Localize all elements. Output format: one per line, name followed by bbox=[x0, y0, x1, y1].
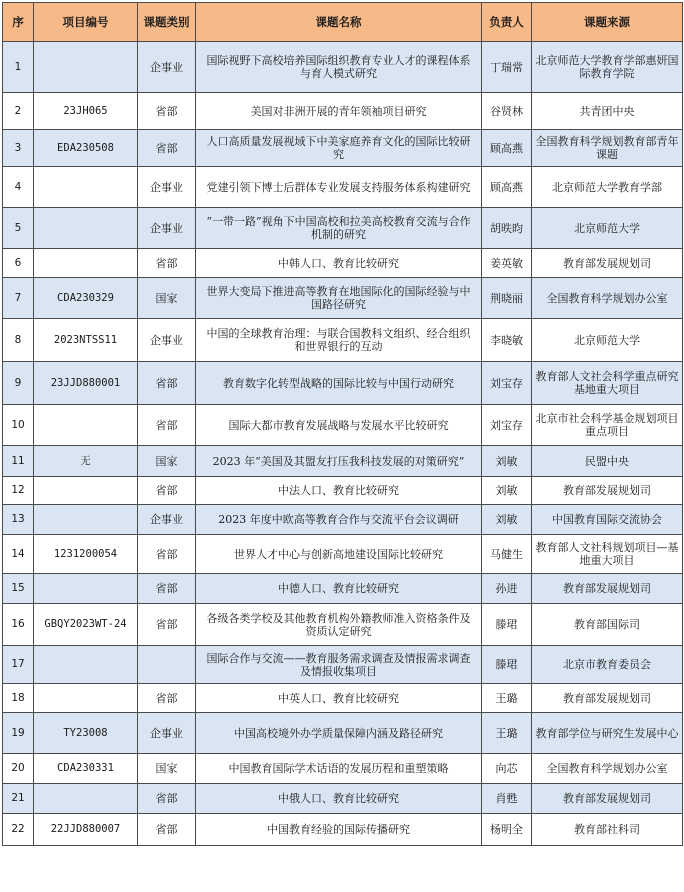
project-code: 23JJD880001 bbox=[34, 362, 138, 405]
project-source: 教育部发展规划司 bbox=[532, 784, 683, 814]
project-source: 教育部发展规划司 bbox=[532, 477, 683, 505]
lead-person: 向芯 bbox=[482, 754, 532, 784]
project-code bbox=[34, 784, 138, 814]
project-source: 北京师范大学 bbox=[532, 319, 683, 362]
table-row bbox=[3, 574, 683, 604]
project-source: 教育部社科司 bbox=[532, 814, 683, 846]
row-index: 13 bbox=[3, 505, 34, 535]
row-index: 21 bbox=[3, 784, 34, 814]
project-title: 2023 年度中欧高等教育合作与交流平台会议调研 bbox=[196, 505, 482, 535]
table-row bbox=[3, 278, 683, 319]
project-code bbox=[34, 574, 138, 604]
table-row bbox=[3, 167, 683, 208]
category: 企事业 bbox=[138, 505, 196, 535]
project-title: “一带一路”视角下中国高校和拉美高校教育交流与合作机制的研究 bbox=[196, 208, 482, 249]
category: 企事业 bbox=[138, 208, 196, 249]
row-index: 15 bbox=[3, 574, 34, 604]
header-row bbox=[3, 3, 683, 42]
header-title: 课题名称 bbox=[196, 3, 482, 42]
category: 企事业 bbox=[138, 167, 196, 208]
category: 省部 bbox=[138, 130, 196, 167]
table-row bbox=[3, 319, 683, 362]
table-row bbox=[3, 684, 683, 713]
row-index: 12 bbox=[3, 477, 34, 505]
project-title: 党建引领下博士后群体专业发展支持服务体系构建研究 bbox=[196, 167, 482, 208]
header-project-code: 项目编号 bbox=[34, 3, 138, 42]
lead-person: 胡昳昀 bbox=[482, 208, 532, 249]
row-index: 16 bbox=[3, 604, 34, 646]
table-row bbox=[3, 713, 683, 754]
row-index: 18 bbox=[3, 684, 34, 713]
project-title: 中韩人口、教育比较研究 bbox=[196, 249, 482, 278]
project-code: 22JJD880007 bbox=[34, 814, 138, 846]
project-title: 世界人才中心与创新高地建设国际比较研究 bbox=[196, 535, 482, 574]
lead-person: 丁瑞常 bbox=[482, 42, 532, 93]
row-index: 7 bbox=[3, 278, 34, 319]
project-source: 全国教育科学规划教育部青年课题 bbox=[532, 130, 683, 167]
row-index: 3 bbox=[3, 130, 34, 167]
table-row bbox=[3, 42, 683, 93]
table-row bbox=[3, 93, 683, 130]
project-title: 2023 年“美国及其盟友打压我科技发展的对策研究” bbox=[196, 446, 482, 477]
category: 企事业 bbox=[138, 319, 196, 362]
project-source: 共青团中央 bbox=[532, 93, 683, 130]
lead-person: 刘宝存 bbox=[482, 362, 532, 405]
project-source: 教育部发展规划司 bbox=[532, 684, 683, 713]
project-source: 教育部学位与研究生发展中心 bbox=[532, 713, 683, 754]
category: 省部 bbox=[138, 477, 196, 505]
lead-person: 顾高燕 bbox=[482, 167, 532, 208]
project-code bbox=[34, 167, 138, 208]
project-code bbox=[34, 477, 138, 505]
project-title: 国际合作与交流——教育服务需求调查及情报需求调查及情报收集项目 bbox=[196, 646, 482, 684]
project-code: TY23008 bbox=[34, 713, 138, 754]
project-code: 2023NTSS11 bbox=[34, 319, 138, 362]
project-source: 中国教育国际交流协会 bbox=[532, 505, 683, 535]
lead-person: 李晓敏 bbox=[482, 319, 532, 362]
project-source: 教育部人文社会科学重点研究基地重大项目 bbox=[532, 362, 683, 405]
project-title: 国际视野下高校培养国际组织教育专业人才的课程体系与育人模式研究 bbox=[196, 42, 482, 93]
lead-person: 顾高燕 bbox=[482, 130, 532, 167]
lead-person: 王璐 bbox=[482, 684, 532, 713]
category: 国家 bbox=[138, 446, 196, 477]
category: 省部 bbox=[138, 249, 196, 278]
project-source: 教育部发展规划司 bbox=[532, 249, 683, 278]
category: 国家 bbox=[138, 754, 196, 784]
row-index: 10 bbox=[3, 405, 34, 446]
project-source: 北京师范大学教育学部 bbox=[532, 167, 683, 208]
lead-person: 滕珺 bbox=[482, 646, 532, 684]
project-code: EDA230508 bbox=[34, 130, 138, 167]
project-title: 中英人口、教育比较研究 bbox=[196, 684, 482, 713]
project-title: 中法人口、教育比较研究 bbox=[196, 477, 482, 505]
project-source: 全国教育科学规划办公室 bbox=[532, 278, 683, 319]
project-source: 北京市社会科学基金规划项目重点项目 bbox=[532, 405, 683, 446]
table-row bbox=[3, 604, 683, 646]
project-code bbox=[34, 208, 138, 249]
table-row bbox=[3, 754, 683, 784]
project-code bbox=[34, 249, 138, 278]
project-source: 北京市教育委员会 bbox=[532, 646, 683, 684]
header-lead: 负责人 bbox=[482, 3, 532, 42]
project-source: 北京师范大学 bbox=[532, 208, 683, 249]
lead-person: 肖甦 bbox=[482, 784, 532, 814]
project-code bbox=[34, 684, 138, 713]
project-source: 教育部国际司 bbox=[532, 604, 683, 646]
category: 企事业 bbox=[138, 713, 196, 754]
row-index: 2 bbox=[3, 93, 34, 130]
header-source: 课题来源 bbox=[532, 3, 683, 42]
category: 省部 bbox=[138, 405, 196, 446]
projects-table bbox=[2, 2, 683, 846]
project-source: 北京师范大学教育学部惠妍国际教育学院 bbox=[532, 42, 683, 93]
category: 省部 bbox=[138, 93, 196, 130]
project-code bbox=[34, 405, 138, 446]
lead-person: 杨明全 bbox=[482, 814, 532, 846]
category: 省部 bbox=[138, 604, 196, 646]
row-index: 11 bbox=[3, 446, 34, 477]
lead-person: 马健生 bbox=[482, 535, 532, 574]
project-code bbox=[34, 42, 138, 93]
table-row bbox=[3, 446, 683, 477]
project-source: 民盟中央 bbox=[532, 446, 683, 477]
project-title: 教育数字化转型战略的国际比较与中国行动研究 bbox=[196, 362, 482, 405]
project-title: 中国教育经验的国际传播研究 bbox=[196, 814, 482, 846]
project-source: 全国教育科学规划办公室 bbox=[532, 754, 683, 784]
category bbox=[138, 646, 196, 684]
table-row bbox=[3, 477, 683, 505]
lead-person: 王璐 bbox=[482, 713, 532, 754]
lead-person: 刘敏 bbox=[482, 505, 532, 535]
category: 省部 bbox=[138, 574, 196, 604]
table-row bbox=[3, 505, 683, 535]
row-index: 9 bbox=[3, 362, 34, 405]
table-row bbox=[3, 130, 683, 167]
row-index: 5 bbox=[3, 208, 34, 249]
project-title: 国际大都市教育发展战略与发展水平比较研究 bbox=[196, 405, 482, 446]
lead-person: 荆晓丽 bbox=[482, 278, 532, 319]
lead-person: 刘宝存 bbox=[482, 405, 532, 446]
project-title: 中国高校境外办学质量保障内涵及路径研究 bbox=[196, 713, 482, 754]
table-row bbox=[3, 646, 683, 684]
project-title: 中国的全球教育治理：与联合国教科文组织、经合组织和世界银行的互动 bbox=[196, 319, 482, 362]
row-index: 4 bbox=[3, 167, 34, 208]
category: 省部 bbox=[138, 362, 196, 405]
lead-person: 姜英敏 bbox=[482, 249, 532, 278]
row-index: 1 bbox=[3, 42, 34, 93]
header-category: 课题类别 bbox=[138, 3, 196, 42]
category: 省部 bbox=[138, 684, 196, 713]
lead-person: 谷贤林 bbox=[482, 93, 532, 130]
project-title: 各级各类学校及其他教育机构外籍教师准入资格条件及资质认定研究 bbox=[196, 604, 482, 646]
category: 省部 bbox=[138, 814, 196, 846]
table-row bbox=[3, 784, 683, 814]
project-title: 中俄人口、教育比较研究 bbox=[196, 784, 482, 814]
project-code: GBQY2023WT-24 bbox=[34, 604, 138, 646]
row-index: 8 bbox=[3, 319, 34, 362]
project-code: 1231200054 bbox=[34, 535, 138, 574]
project-code bbox=[34, 646, 138, 684]
project-source: 教育部发展规划司 bbox=[532, 574, 683, 604]
row-index: 6 bbox=[3, 249, 34, 278]
table-row bbox=[3, 535, 683, 574]
row-index: 14 bbox=[3, 535, 34, 574]
project-title: 中德人口、教育比较研究 bbox=[196, 574, 482, 604]
category: 国家 bbox=[138, 278, 196, 319]
project-code: CDA230331 bbox=[34, 754, 138, 784]
project-title: 人口高质量发展视域下中美家庭养育文化的国际比较研究 bbox=[196, 130, 482, 167]
category: 企事业 bbox=[138, 42, 196, 93]
row-index: 17 bbox=[3, 646, 34, 684]
lead-person: 刘敏 bbox=[482, 446, 532, 477]
project-title: 中国教育国际学术话语的发展历程和重塑策略 bbox=[196, 754, 482, 784]
project-source: 教育部人文社科规划项目—基地重大项目 bbox=[532, 535, 683, 574]
project-code: 23JH065 bbox=[34, 93, 138, 130]
lead-person: 刘敏 bbox=[482, 477, 532, 505]
row-index: 19 bbox=[3, 713, 34, 754]
project-title: 世界大变局下推进高等教育在地国际化的国际经验与中国路径研究 bbox=[196, 278, 482, 319]
lead-person: 孙进 bbox=[482, 574, 532, 604]
table-row bbox=[3, 249, 683, 278]
table-row bbox=[3, 405, 683, 446]
row-index: 20 bbox=[3, 754, 34, 784]
table-row bbox=[3, 814, 683, 846]
project-code: 无 bbox=[34, 446, 138, 477]
project-code bbox=[34, 505, 138, 535]
table-row bbox=[3, 208, 683, 249]
table-row bbox=[3, 362, 683, 405]
project-title: 美国对非洲开展的青年领袖项目研究 bbox=[196, 93, 482, 130]
lead-person: 滕珺 bbox=[482, 604, 532, 646]
row-index: 22 bbox=[3, 814, 34, 846]
header-index: 序 bbox=[3, 3, 34, 42]
category: 省部 bbox=[138, 535, 196, 574]
category: 省部 bbox=[138, 784, 196, 814]
project-code: CDA230329 bbox=[34, 278, 138, 319]
